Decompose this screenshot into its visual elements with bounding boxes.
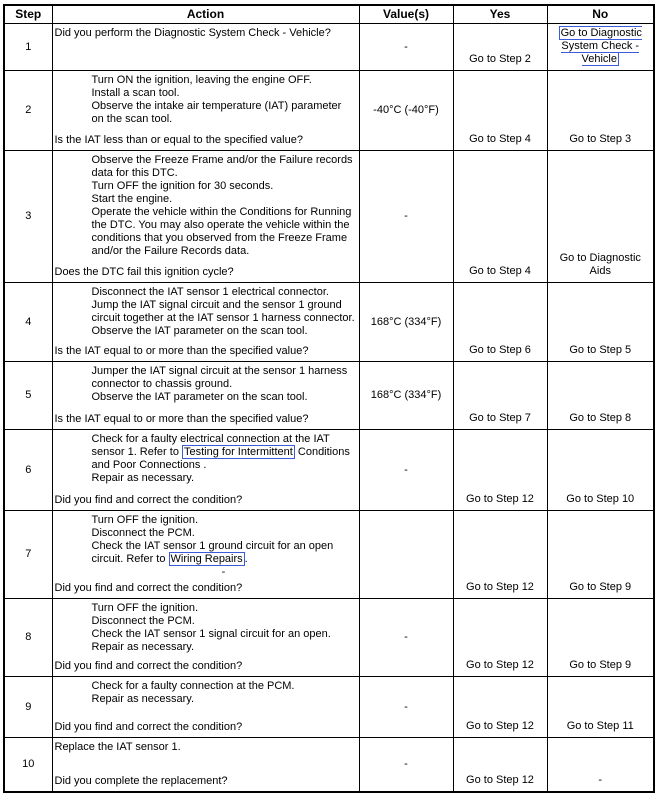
- action-line: [92, 206, 356, 258]
- action-line: [92, 540, 356, 566]
- header-values: Value(s): [359, 5, 453, 24]
- action-line: [92, 286, 356, 299]
- header-no: No: [547, 5, 654, 24]
- action-text: Turn OFF the ignition.: [91, 602, 199, 614]
- step-cell: 8: [4, 599, 52, 677]
- action-cell: [52, 430, 359, 511]
- action-text: Repair as necessary.: [91, 641, 195, 653]
- yes-cell: [453, 71, 547, 151]
- action-cell: [52, 283, 359, 362]
- action-line: [92, 365, 356, 391]
- action-cell: [52, 511, 359, 599]
- yes-cell: [453, 430, 547, 511]
- action-question: Is the IAT less than or equal to the specified value?: [54, 134, 303, 146]
- action-line: [92, 514, 356, 527]
- action-line: [92, 693, 356, 706]
- action-text: Repair as necessary.: [91, 472, 195, 484]
- action-content: [55, 286, 356, 358]
- table-row: [4, 738, 654, 793]
- action-text: Disconnect the PCM.: [91, 615, 195, 627]
- goto-label: Go to Step 9: [569, 659, 632, 671]
- goto-label: Go to Step 2: [469, 53, 531, 65]
- table-row: [4, 677, 654, 738]
- action-cell: [52, 71, 359, 151]
- yes-cell: [453, 151, 547, 283]
- header-row: [4, 5, 654, 24]
- value-cell: [359, 511, 453, 599]
- action-text: Did you perform the Diagnostic System Check - Vehicle?: [54, 27, 331, 39]
- action-lines: [55, 27, 356, 40]
- action-text: Jumper the IAT signal circuit at the sensor 1 harness connector to chassis ground.: [91, 365, 348, 390]
- no-cell: [547, 511, 654, 599]
- action-lines: [55, 365, 356, 404]
- action-line: [92, 193, 356, 206]
- action-lines: [55, 286, 356, 338]
- action-text: Conditions and Poor Connections .: [91, 446, 350, 471]
- value-cell: -: [359, 151, 453, 283]
- header-step: Step: [4, 5, 52, 24]
- goto-label: Go to Step 4: [469, 265, 531, 277]
- goto-label: Go to Step 3: [569, 133, 632, 145]
- goto-label: Go to Step 8: [569, 412, 632, 424]
- table-row: [4, 511, 654, 599]
- action-cell: [52, 362, 359, 430]
- step-cell: 7: [4, 511, 52, 599]
- value-cell: 168°C (334°F): [359, 362, 453, 430]
- action-text: Disconnect the IAT sensor 1 electrical connector.: [91, 286, 329, 298]
- action-text: Observe the intake air temperature (IAT) parameter on the scan tool.: [91, 100, 342, 125]
- action-line: [92, 566, 356, 579]
- yes-cell: [453, 677, 547, 738]
- yes-cell: [453, 599, 547, 677]
- action-text: Turn ON the ignition, leaving the engine OFF.: [91, 74, 312, 86]
- goto-label: Go to Step 11: [566, 720, 634, 732]
- no-cell: [547, 677, 654, 738]
- action-content: [55, 154, 356, 279]
- table-row: [4, 362, 654, 430]
- action-content: [55, 74, 356, 147]
- table-header: [4, 5, 654, 24]
- action-text: Start the engine.: [91, 193, 173, 205]
- step-cell: 1: [4, 24, 52, 71]
- action-text: .: [244, 553, 248, 565]
- table-body: [4, 24, 654, 793]
- goto-label: Go to Diagnostic Aids: [559, 252, 641, 277]
- action-line: [92, 87, 356, 100]
- step-cell: 3: [4, 151, 52, 283]
- action-lines: [55, 514, 356, 579]
- goto-label: Go to Step 9: [569, 581, 632, 593]
- step-cell: 2: [4, 71, 52, 151]
- step-cell: 6: [4, 430, 52, 511]
- action-line: [92, 433, 356, 472]
- value-cell: -: [359, 599, 453, 677]
- action-content: [55, 365, 356, 426]
- action-content: [55, 27, 356, 59]
- action-line: [92, 180, 356, 193]
- action-line: [55, 741, 356, 754]
- action-text: Jump the IAT signal circuit and the sensor 1 ground circuit together at the IAT sensor 1 harness connector.: [91, 299, 355, 324]
- link-reference[interactable]: Wiring Repairs: [170, 553, 243, 565]
- yes-cell: [453, 738, 547, 793]
- value-cell: -: [359, 430, 453, 511]
- action-line: [92, 154, 356, 180]
- action-text: Disconnect the PCM.: [91, 527, 195, 539]
- yes-cell: [453, 362, 547, 430]
- action-question: Does the DTC fail this ignition cycle?: [54, 266, 234, 278]
- action-line: [92, 299, 356, 325]
- action-question: Did you find and correct the condition?: [54, 494, 243, 506]
- goto-label: Go to Step 12: [466, 659, 534, 671]
- action-text: Check the IAT sensor 1 ground circuit for an open circuit. Refer to: [91, 540, 334, 565]
- table-row: [4, 283, 654, 362]
- action-question: Is the IAT equal to or more than the specified value?: [54, 413, 309, 425]
- step-cell: 10: [4, 738, 52, 793]
- action-cell: [52, 24, 359, 71]
- action-text: Check for a faulty connection at the PCM.: [91, 680, 295, 692]
- goto-label: Go to Step 12: [466, 720, 534, 732]
- action-content: [55, 602, 356, 673]
- no-cell: [547, 151, 654, 283]
- action-content: [55, 433, 356, 507]
- step-cell: 4: [4, 283, 52, 362]
- action-line: [92, 602, 356, 615]
- no-cell: [547, 283, 654, 362]
- value-cell: -: [359, 24, 453, 71]
- action-content: [55, 680, 356, 734]
- action-content: [55, 741, 356, 788]
- table-row: [4, 430, 654, 511]
- link-reference[interactable]: Go to Diagnostic System Check - Vehicle: [560, 27, 642, 65]
- step-cell: 5: [4, 362, 52, 430]
- goto-label: Go to Step 12: [466, 493, 534, 505]
- action-text: Repair as necessary.: [91, 693, 195, 705]
- action-content: [55, 514, 356, 595]
- action-text: Install a scan tool.: [91, 87, 180, 99]
- action-text: Observe the Freeze Frame and/or the Failure records data for this DTC.: [91, 154, 353, 179]
- goto-label: Go to Step 4: [469, 133, 531, 145]
- goto-label: Go to Step 12: [466, 774, 534, 786]
- action-question: Did you find and correct the condition?: [54, 582, 243, 594]
- action-text: Observe the IAT parameter on the scan tool.: [91, 391, 308, 403]
- value-cell: 168°C (334°F): [359, 283, 453, 362]
- no-cell: [547, 362, 654, 430]
- value-cell: -: [359, 738, 453, 793]
- action-line: [92, 74, 356, 87]
- action-cell: [52, 151, 359, 283]
- yes-cell: [453, 283, 547, 362]
- no-cell: [547, 71, 654, 151]
- no-cell: [547, 599, 654, 677]
- action-cell: [52, 677, 359, 738]
- goto-label: Go to Step 7: [469, 412, 531, 424]
- action-lines: [55, 680, 356, 706]
- goto-label: Go to Step 6: [469, 344, 531, 356]
- action-cell: [52, 599, 359, 677]
- table-row: [4, 71, 654, 151]
- step-cell: 9: [4, 677, 52, 738]
- action-line: [92, 325, 356, 338]
- action-line: [92, 680, 356, 693]
- no-cell: [547, 738, 654, 793]
- action-lines: [55, 154, 356, 258]
- no-cell: [547, 24, 654, 71]
- action-lines: [55, 433, 356, 485]
- action-line: [92, 527, 356, 540]
- action-text: Observe the IAT parameter on the scan tool.: [91, 325, 308, 337]
- action-line: [92, 641, 356, 654]
- header-action: Action: [52, 5, 359, 24]
- table-row: [4, 599, 654, 677]
- value-cell: -: [359, 677, 453, 738]
- table-row: [4, 151, 654, 283]
- goto-label: Go to Step 12: [466, 581, 534, 593]
- action-line: [92, 391, 356, 404]
- action-line: [92, 628, 356, 641]
- table-row: [4, 24, 654, 71]
- action-line: [92, 615, 356, 628]
- action-text: Replace the IAT sensor 1.: [54, 741, 181, 753]
- action-question: Did you complete the replacement?: [54, 775, 228, 787]
- action-text: -: [221, 566, 226, 578]
- action-question: Did you find and correct the condition?: [54, 721, 243, 733]
- action-text: Operate the vehicle within the Conditions for Running the DTC. You may also operate the vehicle within the conditions that you observed from the Freeze Frame and/or the Failure Records data.: [91, 206, 352, 257]
- action-lines: [55, 741, 356, 754]
- action-line: [92, 472, 356, 485]
- action-question: Did you find and correct the condition?: [54, 660, 243, 672]
- yes-cell: [453, 24, 547, 71]
- no-cell: [547, 430, 654, 511]
- action-text: Turn OFF the ignition for 30 seconds.: [91, 180, 274, 192]
- goto-label: Go to Step 5: [569, 344, 632, 356]
- action-lines: [55, 602, 356, 654]
- action-text: Check for a faulty electrical connection at the IAT sensor 1. Refer to: [91, 433, 330, 458]
- action-question: Is the IAT equal to or more than the specified value?: [54, 345, 309, 357]
- action-line: [92, 100, 356, 126]
- header-yes: Yes: [453, 5, 547, 24]
- action-cell: [52, 738, 359, 793]
- goto-label: -: [598, 774, 603, 786]
- value-cell: -40°C (-40°F): [359, 71, 453, 151]
- diagnostic-table: [3, 4, 655, 793]
- action-line: [55, 27, 356, 40]
- action-text: Check the IAT sensor 1 signal circuit for an open.: [91, 628, 331, 640]
- goto-label: Go to Step 10: [566, 493, 635, 505]
- action-text: Turn OFF the ignition.: [91, 514, 199, 526]
- action-lines: [55, 74, 356, 126]
- link-reference[interactable]: Testing for Intermittent: [184, 446, 293, 458]
- yes-cell: [453, 511, 547, 599]
